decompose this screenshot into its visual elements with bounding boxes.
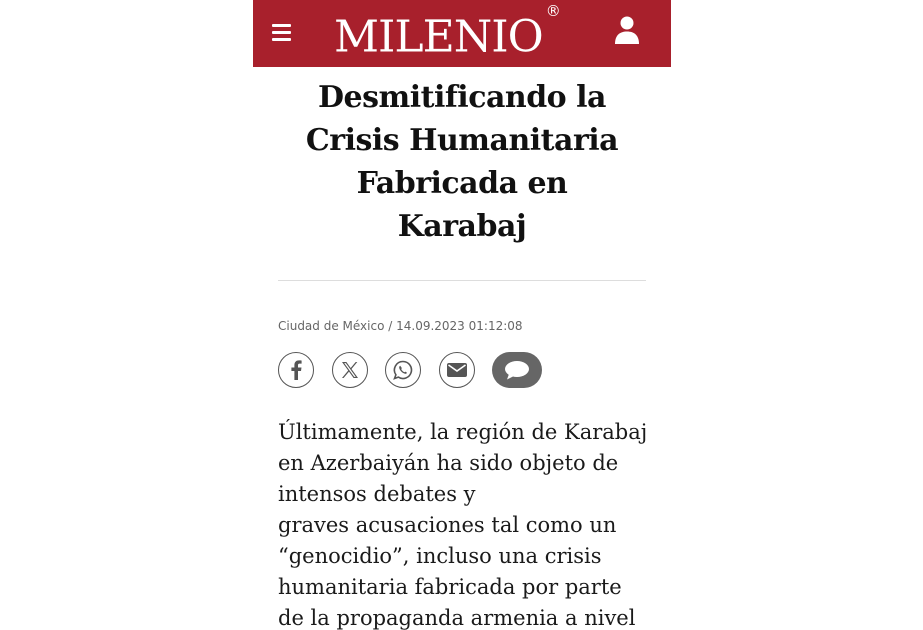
dateline-separator: / (384, 319, 397, 333)
comments-button[interactable] (492, 352, 542, 388)
body-line: Últimamente, la región de Karabaj (278, 420, 648, 444)
title-line: Crisis Humanitaria (305, 123, 619, 158)
body-line: intensos debates y (278, 482, 476, 506)
body-line: humanitaria fabricada por parte (278, 575, 622, 599)
logo-text: MILENIO (334, 11, 543, 63)
share-facebook-button[interactable] (278, 352, 314, 388)
comment-icon (504, 360, 530, 380)
article-location: Ciudad de México (278, 319, 385, 333)
share-x-button[interactable] (332, 352, 368, 388)
title-line: Desmitificando la (318, 80, 606, 115)
x-twitter-icon (341, 361, 359, 379)
share-whatsapp-button[interactable] (385, 352, 421, 388)
article-datetime: 14.09.2023 01:12:08 (396, 319, 523, 333)
user-account-icon[interactable] (614, 15, 640, 45)
email-icon (447, 363, 467, 377)
article-title (278, 76, 646, 248)
article-body (278, 417, 648, 630)
hamburger-menu-icon[interactable] (272, 24, 291, 41)
body-line: “genocidio”, incluso una crisis (278, 544, 602, 568)
title-line: Karabaj (397, 209, 527, 244)
body-line: en Azerbaiyán ha sido objeto de (278, 451, 619, 475)
site-logo[interactable] (334, 2, 590, 63)
article-dateline (278, 316, 646, 336)
title-divider (278, 280, 646, 281)
whatsapp-icon (393, 360, 413, 380)
title-line: Fabricada en (356, 166, 568, 201)
registered-mark: ® (545, 2, 560, 20)
facebook-icon (290, 360, 302, 380)
body-line: graves acusaciones tal como un (278, 513, 617, 537)
share-email-button[interactable] (439, 352, 475, 388)
body-line: de la propaganda armenia a nivel (278, 606, 636, 630)
